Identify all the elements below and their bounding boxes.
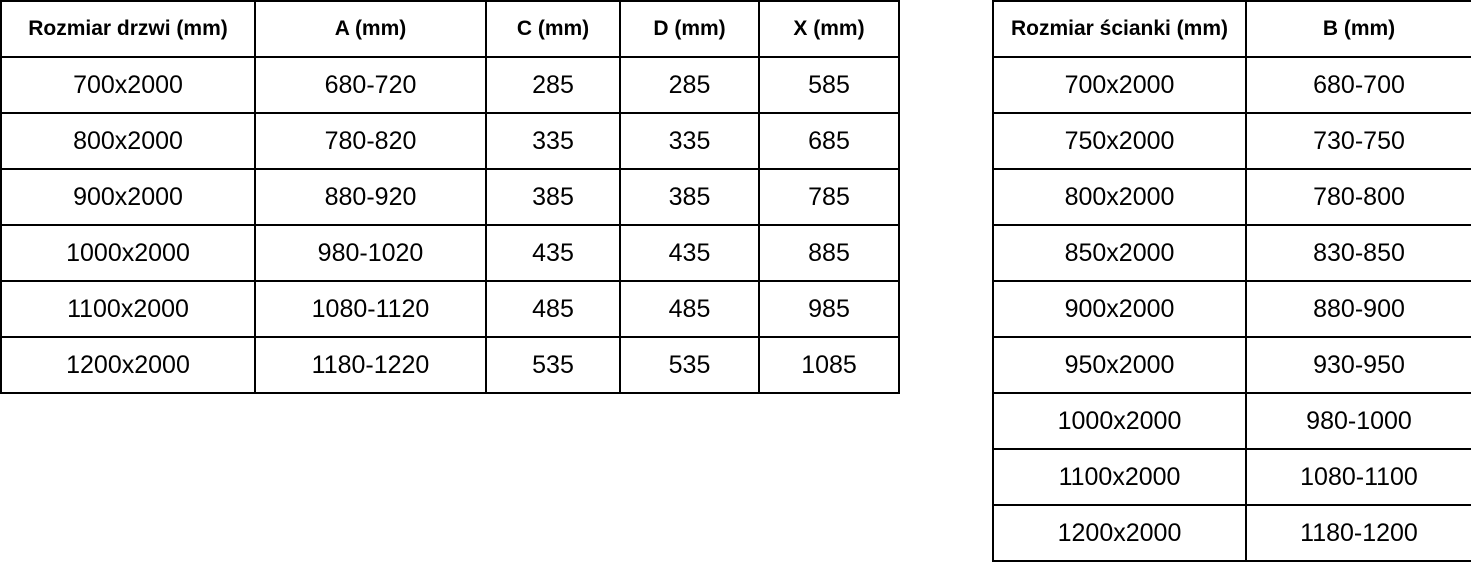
- table-row: [993, 449, 1471, 505]
- table-cell: 535: [486, 337, 620, 393]
- table-row: [1, 337, 899, 393]
- table-cell: 800x2000: [1, 113, 255, 169]
- column-header: Rozmiar drzwi (mm): [1, 1, 255, 57]
- table-row: [1, 169, 899, 225]
- table-cell: 785: [759, 169, 899, 225]
- table-cell: 1180-1220: [255, 337, 486, 393]
- table-cell: 750x2000: [993, 113, 1246, 169]
- table-cell: 335: [486, 113, 620, 169]
- table-cell: 435: [620, 225, 759, 281]
- table-row: [1, 281, 899, 337]
- table-row: [993, 57, 1471, 113]
- table-cell: 385: [486, 169, 620, 225]
- table-cell: 435: [486, 225, 620, 281]
- door-size-table: [0, 0, 900, 394]
- table-cell: 830-850: [1246, 225, 1471, 281]
- table-row: [993, 393, 1471, 449]
- column-header: B (mm): [1246, 1, 1471, 57]
- table-cell: 680-700: [1246, 57, 1471, 113]
- table-cell: 980-1000: [1246, 393, 1471, 449]
- table-cell: 1100x2000: [1, 281, 255, 337]
- table-cell: 1200x2000: [993, 505, 1246, 561]
- table-cell: 980-1020: [255, 225, 486, 281]
- table-cell: 950x2000: [993, 337, 1246, 393]
- column-header: C (mm): [486, 1, 620, 57]
- table-cell: 385: [620, 169, 759, 225]
- table-cell: 880-900: [1246, 281, 1471, 337]
- table-cell: 885: [759, 225, 899, 281]
- table-cell: 1080-1120: [255, 281, 486, 337]
- column-header: D (mm): [620, 1, 759, 57]
- table-cell: 850x2000: [993, 225, 1246, 281]
- table-cell: 900x2000: [993, 281, 1246, 337]
- column-header: A (mm): [255, 1, 486, 57]
- table-cell: 1000x2000: [1, 225, 255, 281]
- table-cell: 800x2000: [993, 169, 1246, 225]
- table-cell: 985: [759, 281, 899, 337]
- table-row: [993, 169, 1471, 225]
- table-row: [1, 57, 899, 113]
- table-cell: 930-950: [1246, 337, 1471, 393]
- column-header: Rozmiar ścianki (mm): [993, 1, 1246, 57]
- table-cell: 1200x2000: [1, 337, 255, 393]
- table-row: [993, 225, 1471, 281]
- wall-size-table: [992, 0, 1471, 562]
- table-cell: 700x2000: [993, 57, 1246, 113]
- table-cell: 285: [486, 57, 620, 113]
- table-cell: 685: [759, 113, 899, 169]
- table-cell: 285: [620, 57, 759, 113]
- table-cell: 535: [620, 337, 759, 393]
- table-cell: 1180-1200: [1246, 505, 1471, 561]
- table-cell: 485: [620, 281, 759, 337]
- table-row: [1, 225, 899, 281]
- table-cell: 485: [486, 281, 620, 337]
- table-row: [1, 113, 899, 169]
- table-row: [993, 505, 1471, 561]
- column-header: X (mm): [759, 1, 899, 57]
- header-row: [1, 1, 899, 57]
- header-row: [993, 1, 1471, 57]
- table-row: [993, 337, 1471, 393]
- table-cell: 680-720: [255, 57, 486, 113]
- table-cell: 880-920: [255, 169, 486, 225]
- table-cell: 1000x2000: [993, 393, 1246, 449]
- table-cell: 780-800: [1246, 169, 1471, 225]
- table-cell: 700x2000: [1, 57, 255, 113]
- table-row: [993, 281, 1471, 337]
- table-cell: 730-750: [1246, 113, 1471, 169]
- table-cell: 780-820: [255, 113, 486, 169]
- table-row: [993, 113, 1471, 169]
- table-cell: 1100x2000: [993, 449, 1246, 505]
- table-cell: 1080-1100: [1246, 449, 1471, 505]
- table-cell: 585: [759, 57, 899, 113]
- table-cell: 1085: [759, 337, 899, 393]
- table-cell: 335: [620, 113, 759, 169]
- table-cell: 900x2000: [1, 169, 255, 225]
